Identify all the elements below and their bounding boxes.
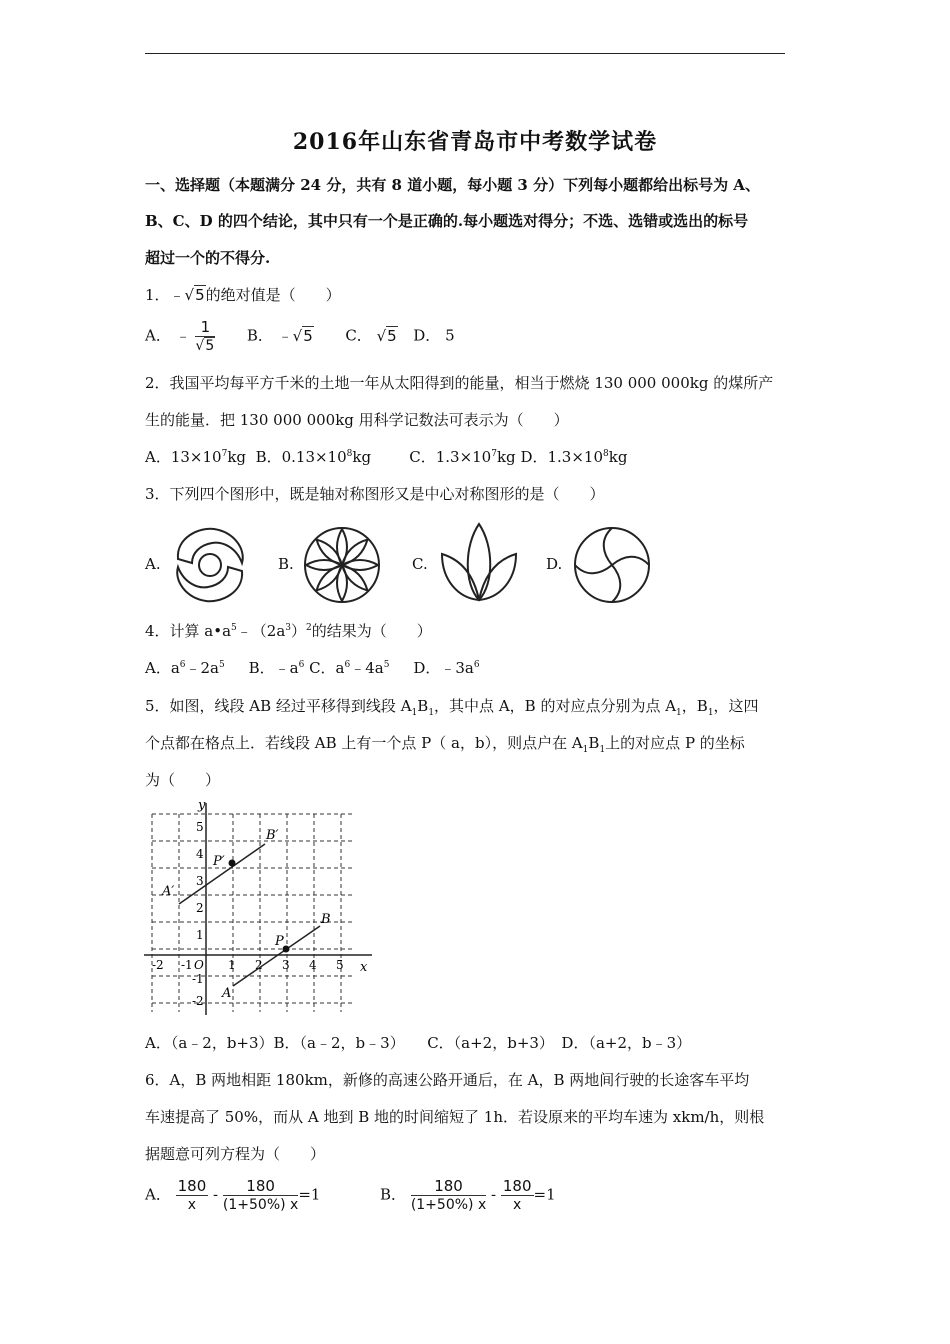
q6-option-b-label: B． <box>380 1185 407 1204</box>
q4-option-c-part-2: ﹣4a <box>350 659 384 677</box>
q2-option-b: B．0.13×10 <box>255 448 347 466</box>
label-p-prime: P′ <box>213 854 225 869</box>
q2-option-a: A．13×10 <box>145 448 222 466</box>
fraction-numerator: 180 <box>223 1177 298 1196</box>
q4-c-exp-1: 6 <box>344 660 351 670</box>
q1-c-radicand: 5 <box>387 326 397 345</box>
q1-prefix: 1．﹣ <box>145 286 185 304</box>
label-b-prime: B′ <box>266 828 279 843</box>
question-6-line-2: 车速提高了 50%，而从 A 地到 B 地的时间缩短了 1h．若设原来的平均车速为 xkm/h，则根 <box>145 1108 765 1126</box>
q2-a-exponent: 7 <box>221 449 228 459</box>
section-instructions-line-1: 一、选择题（本题满分 24 分，共有 8 道小题，每小题 3 分）下列每小题都给出标号为 A、 <box>145 176 760 194</box>
q5-l1-a: 5．如图，线段 AB 经过平移得到线段 A <box>145 697 412 715</box>
q5-l1-b: B <box>417 697 429 715</box>
x-tick-label: 4 <box>309 958 317 972</box>
q1-suffix: 的绝对值是（ ） <box>205 286 341 304</box>
q1-radicand: 5 <box>195 286 205 304</box>
q1-option-a-label: A． <box>145 326 171 345</box>
x-tick-label: 2 <box>255 958 263 972</box>
question-6-line-3: 据题意可列方程为（ ） <box>145 1145 326 1163</box>
q4-option-a: A．a <box>145 659 180 677</box>
q1-option-c-label: C． <box>345 326 372 345</box>
q3-option-d-label: D. <box>546 555 563 573</box>
question-5-line-3: 为（ ） <box>145 771 221 789</box>
section-instructions-line-3: 超过一个的不得分. <box>145 249 271 267</box>
q1-options <box>145 318 455 355</box>
y-tick-label: -2 <box>192 994 204 1008</box>
subscript: 1 <box>599 745 606 755</box>
point-p-prime <box>229 860 236 867</box>
q4-option-a-part-2: ﹣2a <box>185 659 220 677</box>
x-tick-label: 1 <box>228 958 236 972</box>
q1-option-d-text: 5 <box>445 326 455 345</box>
x-axis-label: x <box>360 960 368 975</box>
fraction-denominator: x <box>513 1197 522 1213</box>
q2-d-exponent: 8 <box>603 449 609 459</box>
q4-stem-part-1: 4．计算 a•a <box>145 622 232 640</box>
fraction-numerator: 180 <box>502 1177 532 1195</box>
q5-l1-d: ，B <box>681 697 708 715</box>
q2-c-unit: kg <box>496 448 516 466</box>
q2-a-unit: kg <box>227 448 247 466</box>
y-axis-label: y <box>198 798 206 813</box>
q3-option-b-label: B. <box>278 555 294 573</box>
x-tick-label: 5 <box>336 958 344 972</box>
y-tick-label: 5 <box>196 820 204 834</box>
subscript: 1 <box>411 708 418 718</box>
minus-sign: - <box>491 1185 497 1204</box>
q4-exp-2: 3 <box>285 623 292 633</box>
q6-b-fraction-2 <box>501 1177 534 1214</box>
question-5-line-2 <box>145 733 815 753</box>
q3-figure-a <box>170 525 250 605</box>
q5-l1-e: ，这四 <box>713 697 759 715</box>
question-2-line-2: 生的能量．把 130 000 000kg 用科学记数法可表示为（ ） <box>145 411 569 429</box>
y-tick-label: -1 <box>192 972 204 986</box>
q6-option-b <box>380 1177 556 1214</box>
subscript: 1 <box>428 708 435 718</box>
section-instructions-line-2: B、C、D 的四个结论，其中只有一个是正确的.每小题选对得分；不选、选错或选出的标号 <box>145 212 749 230</box>
q4-b-exp: 6 <box>298 660 305 670</box>
q1-option-b-label: B． <box>246 326 273 345</box>
q1-option-d-label: D． <box>413 326 441 345</box>
q6-a-fraction-1 <box>176 1177 209 1214</box>
q2-options <box>145 447 627 467</box>
q2-b-exponent: 8 <box>346 449 353 459</box>
sqrt-symbol: √5 <box>376 326 397 345</box>
question-3-stem: 3．下列四个图形中，既是轴对称图形又是中心对称图形的是（ ） <box>145 485 605 503</box>
y-tick-label: 1 <box>196 928 204 942</box>
q4-c-exp-2: 5 <box>383 660 390 670</box>
fraction-denominator: (1+50%) x <box>222 1197 299 1213</box>
q3-figure-d <box>572 525 652 605</box>
y-tick-label: 4 <box>196 847 204 861</box>
q2-c-exponent: 7 <box>491 449 497 459</box>
label-a: A <box>222 986 232 1001</box>
q4-exp-1: 5 <box>231 623 237 633</box>
x-tick-label: -2 <box>152 958 164 972</box>
x-tick-label: 3 <box>282 958 290 972</box>
q4-a-exp-1: 6 <box>179 660 186 670</box>
page-title: 2016年山东省青岛市中考数学试卷 <box>292 129 658 155</box>
minus-sign: - <box>213 1185 219 1204</box>
sqrt-symbol: √5 <box>292 326 313 345</box>
q4-stem-part-2: ﹣（2a <box>236 622 286 640</box>
q1-option-a-minus: ﹣ <box>175 326 191 345</box>
q6-option-a-label: A． <box>145 1185 171 1204</box>
q5-l2-c: 上的对应点 P 的坐标 <box>605 734 745 752</box>
q1-option-a-fraction <box>195 318 215 355</box>
q1-b-radicand: 5 <box>303 326 313 345</box>
equals-one: =1 <box>533 1185 556 1204</box>
q3-figure-c <box>436 520 522 606</box>
header-rule <box>145 53 785 54</box>
question-1-stem <box>145 285 815 305</box>
fraction-denominator: √5 <box>195 338 215 354</box>
origin-label: O <box>194 958 204 972</box>
q4-stem-part-3: ） <box>291 622 307 640</box>
label-b: B <box>321 912 331 927</box>
q4-options <box>145 658 480 678</box>
q5-options: A．（a﹣2，b+3）B．（a﹣2，b﹣3） C．（a+2，b+3） D．（a+2，b﹣3） <box>145 1034 692 1052</box>
subscript: 1 <box>707 708 714 718</box>
q6-b-fraction-1 <box>411 1177 486 1214</box>
q4-exp-3: 2 <box>306 623 312 633</box>
question-6-line-1: 6．A，B 两地相距 180km，新修的高速公路开通后，在 A，B 两地间行驶的长途客车平均 <box>145 1071 750 1089</box>
q2-option-d: D．1.3×10 <box>520 448 603 466</box>
q4-stem-part-4: 的结果为（ ） <box>311 622 432 640</box>
q5-l2-a: 个点都在格点上．若线段 AB 上有一个点 P（ a，b），则点户在 A <box>145 734 583 752</box>
y-tick-label: 2 <box>196 901 204 915</box>
subscript: 1 <box>582 745 589 755</box>
label-a-prime: A′ <box>162 884 175 899</box>
fraction-numerator: 180 <box>177 1177 207 1195</box>
fraction-numerator: 1 <box>195 318 215 337</box>
q4-d-exp: 6 <box>473 660 480 670</box>
question-4-stem <box>145 621 815 641</box>
q5-l1-c: ，其中点 A，B 的对应点分别为点 A <box>434 697 677 715</box>
q2-option-c: C．1.3×10 <box>409 448 492 466</box>
q3-option-a-label: A. <box>145 555 161 573</box>
q3-figure-b <box>302 525 382 605</box>
q4-option-c: C．a <box>309 659 345 677</box>
fraction-denominator: (1+50%) x <box>410 1197 487 1213</box>
q2-b-unit: kg <box>352 448 372 466</box>
q1-a-den-radicand: 5 <box>205 338 215 354</box>
q4-option-b: B．﹣a <box>248 659 299 677</box>
fraction-denominator: x <box>187 1197 197 1213</box>
fraction-numerator: 180 <box>411 1177 486 1196</box>
equals-one: =1 <box>298 1185 321 1204</box>
q6-option-a <box>145 1177 320 1214</box>
sqrt-symbol: √5 <box>184 286 205 304</box>
q6-a-fraction-2 <box>223 1177 298 1214</box>
q4-option-d: D．﹣3a <box>413 659 474 677</box>
question-5-line-1 <box>145 696 815 716</box>
subscript: 1 <box>676 708 682 718</box>
label-p: P <box>275 934 284 949</box>
q1-option-b-minus: ﹣ <box>277 326 293 345</box>
q3-option-c-label: C. <box>412 555 428 573</box>
q5-coordinate-grid <box>140 795 380 1025</box>
y-tick-label: 3 <box>196 874 204 888</box>
x-tick-label: -1 <box>181 958 193 972</box>
q4-a-exp-2: 5 <box>219 660 225 670</box>
question-2-line-1: 2．我国平均每平方千米的土地一年从太阳得到的能量，相当于燃烧 130 000 000kg 的煤所产 <box>145 374 774 392</box>
q5-l2-b: B <box>588 734 600 752</box>
q2-d-unit: kg <box>608 448 628 466</box>
